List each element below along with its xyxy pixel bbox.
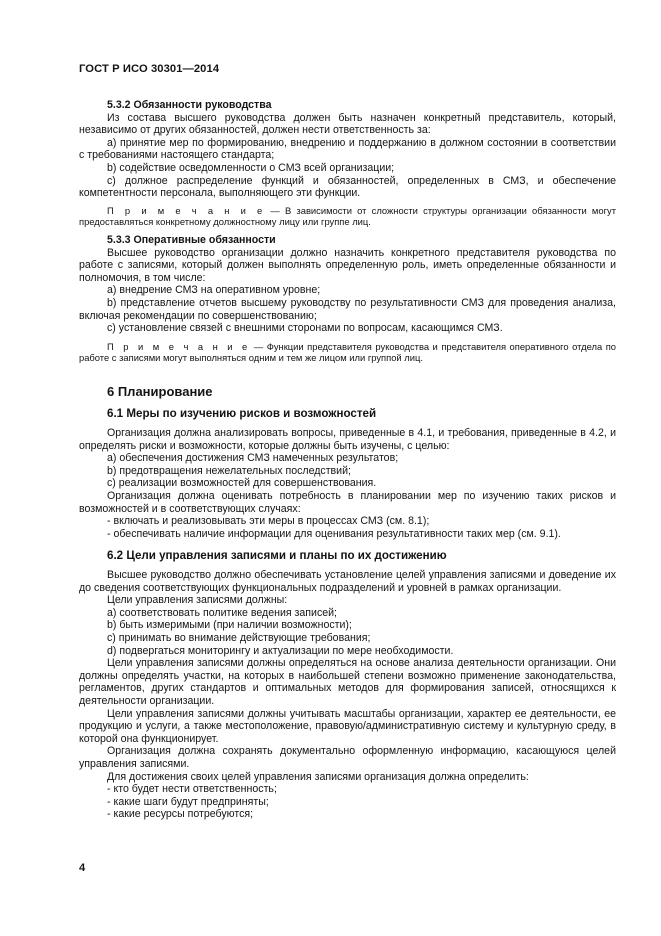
section-heading-6-1: 6.1 Меры по изучению рисков и возможностей	[107, 407, 377, 421]
section-heading-5-3-2: 5.3.2 Обязанности руководства	[107, 99, 272, 111]
list-item-6-2-b: b) быть измеримыми (при наличии возможности);	[107, 619, 352, 632]
list-item-5-3-3-b: b) представление отчетов высшему руководству по результативности СМЗ для проведения анализа, включая рекомендации по совершенствованию;	[79, 296, 616, 322]
paragraph-6-2-goals-lead: Цели управления записями должны:	[107, 594, 288, 607]
paragraph-6-1-second: Организация должна оценивать потребность в планировании мер по изучению таких рисков и возможностей и в соответствующих случаях:	[79, 490, 616, 515]
section-heading-6-2: 6.2 Цели управления записями и планы по их достижению	[107, 549, 447, 563]
dash-item-6-1-1: - включать и реализовывать эти меры в процессах СМЗ (см. 8.1);	[107, 515, 430, 528]
page-number: 4	[79, 862, 86, 874]
list-item-5-3-3-c: c) установление связей с внешними сторонами по вопросам, касающимся СМЗ.	[107, 322, 503, 335]
page-header-standard-title: ГОСТ Р ИСО 30301—2014	[79, 63, 220, 75]
note-label: П р и м е ч а н и е	[107, 340, 251, 352]
note-text: — В зависимости от сложности структуры организации обязанности могут предоставляться конкретному должностному лицу или группе лиц.	[79, 204, 616, 228]
dash-item-6-2-1: - кто будет нести ответственность;	[107, 783, 277, 796]
paragraph-5-3-2-intro: Из состава высшего руководства должен быть назначен конкретный представитель, который, независимо от других обязанностей, должен нести ответственность за:	[79, 111, 616, 137]
note-text: — Функции представителя руководства и представителя оперативного отдела по работе с записями могут выполняться одним и тем же лицом или группой лиц.	[79, 340, 616, 364]
note-label: П р и м е ч а н и е	[107, 204, 266, 216]
dash-item-6-2-3: - какие ресурсы потребуются;	[107, 808, 254, 821]
list-item-6-1-b: b) предотвращения нежелательных последствий;	[107, 464, 351, 477]
dash-item-6-1-2: - обеспечивать наличие информации для оценивания результативности таких мер (см. 9.1).	[107, 527, 561, 540]
paragraph-6-2-scale: Цели управления записями должны учитывать масштабы организации, характер ее деятельности, ее продукцию и услуги, а также местоположение, правовую/административную систему и культурную среду, в которой она функционирует.	[79, 707, 616, 745]
note-5-3-3	[79, 341, 616, 364]
list-item-5-3-2-b: b) содействие осведомленности о СМЗ всей организации;	[107, 161, 395, 174]
dash-item-6-2-2: - какие шаги будут предприняты;	[107, 795, 269, 808]
list-item-5-3-3-a: a) внедрение СМЗ на оперативном уровне;	[107, 284, 321, 297]
list-item-5-3-2-c: c) должное распределение функций и обязанностей, определенных в СМЗ, и обеспечение компетентности персонала, выполняющего эти функции.	[79, 174, 616, 200]
paragraph-5-3-3-intro: Высшее руководство организации должно назначить конкретного представителя руководства по работе с записями, который должен выполнять определенную роль, иметь определенные обязанности и полномочия, в том числе:	[79, 246, 616, 284]
list-item-6-2-c: c) принимать во внимание действующие требования;	[107, 631, 371, 644]
section-heading-5-3-3: 5.3.3 Оперативные обязанности	[107, 233, 276, 246]
paragraph-6-2-analysis: Цели управления записями должны определяться на основе анализа деятельности организации. Они должны определять участки, на которых в наибольшей степени возможно применение законодательства, регламентов, других стандартов и оптимальных методов для формирования записей, относящихся к деятельности организации.	[79, 657, 616, 707]
paragraph-6-2-intro: Высшее руководство должно обеспечивать установление целей управления записями и доведение их до сведения соответствующих функциональных подразделений и уровней в рамках организации.	[79, 569, 616, 594]
paragraph-6-2-documented-info: Организация должна сохранять документально оформленную информацию, касающуюся целей управления записями.	[79, 745, 616, 770]
list-item-5-3-2-a: a) принятие мер по формированию, внедрению и поддержанию в должном состоянии в соответствии с требованиями настоящего стандарта;	[79, 136, 616, 162]
paragraph-6-1-intro: Организация должна анализировать вопросы, приведенные в 4.1, и требования, приведенные в 4.2, и определять риски и возможности, которые должны быть изучены, с целью:	[79, 427, 616, 452]
paragraph-6-2-determine: Для достижения своих целей управления записями организация должна определить:	[107, 770, 529, 783]
list-item-6-2-a: a) соответствовать политике ведения записей;	[107, 606, 337, 619]
list-item-6-2-d: d) подвергаться мониторингу и актуализации по мере необходимости.	[107, 644, 454, 657]
list-item-6-1-c: c) реализации возможностей для совершенствования.	[107, 477, 377, 490]
note-5-3-2	[79, 205, 616, 228]
list-item-6-1-a: a) обеспечения достижения СМЗ намеченных результатов;	[107, 452, 399, 465]
section-heading-6: 6 Планирование	[107, 383, 213, 399]
document-body	[79, 99, 616, 821]
